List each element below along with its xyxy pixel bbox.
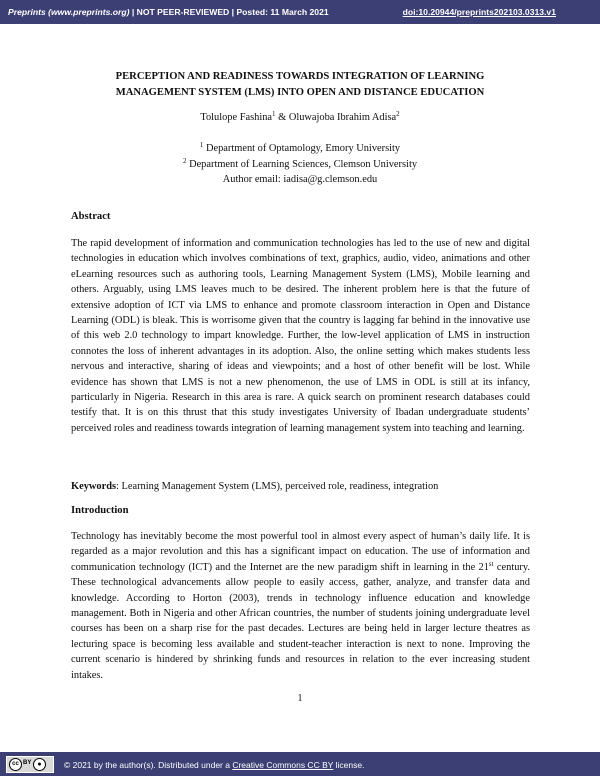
author-line bbox=[0, 112, 600, 123]
author-email: Author email: iadisa@g.clemson.edu bbox=[222, 174, 378, 185]
license-prefix: © 2021 by the author(s). Distributed under a bbox=[64, 760, 233, 770]
separator: | bbox=[129, 7, 137, 17]
paper-title bbox=[60, 69, 540, 101]
cc-by-badge-icon[interactable] bbox=[6, 756, 54, 773]
affil-1-mark: 1 bbox=[199, 141, 204, 149]
author-2-affil-mark: 2 bbox=[396, 110, 400, 118]
ordinal-suffix: st bbox=[488, 559, 494, 568]
introduction-heading: Introduction bbox=[71, 505, 129, 516]
author-1-affil-mark: 1 bbox=[272, 110, 276, 118]
license-text bbox=[64, 760, 364, 770]
license-link[interactable]: Creative Commons CC BY bbox=[232, 760, 334, 770]
page-number: 1 bbox=[297, 693, 303, 704]
introduction-text bbox=[71, 529, 530, 683]
intro-text-part-2: century. These technological advancements allow people to easily access, gather, analyze, and transfer data and knowledge. According to Horton (2003), trends in technology influence education and knowledge management. Both in Nigeria and other African countries, the number of students joining undergraduate level courses has been on a sharp rise for the past decades. Lectures are being held in larger lecture theatres as lecturing space is becoming less available and student-teacher interaction is next to none. Improving the current scenario is hindered by shrinking funds and resources in relation to the ever increasing student intakes. bbox=[71, 561, 530, 681]
abstract-text: The rapid development of information and communication technologies has led to the use of new and digital technologies in education which involves combinations of text, graphics, audio, video, animations and other eLearning resources such as authoring tools, Learning Management System (LMS), Mobile learning and others. Arguably, using LMS leaves much to be desired. The inherent problem here is that the future of extensive adoption of ICT via LMS to enhance and promote classroom interaction in Open and Distance Learning (ODL) is bleak. This is worrisome given that the country is lagging far behind in the innovative use of this web 2.0 technology to impart knowledge. Further, the low-level application of LMS in instruction connotes the loss of inherent advantages in its adoption. Also, the online setting which makes students less nervous and interactive, sharing of ideas and viewpoints; and a host of other benefit will be lost. While evidence has shown that LMS is not a new phenomenon, the use of LMS in ODL is still at its infancy, particularly in Nigeria. Research in this area is rare. A quick search on prominent research databases could testify that. It is on this thrust that this study investigates University of Ibadan undergraduate students’ perceived roles and readiness towards integration of learning management system into teaching and learning. bbox=[71, 238, 530, 434]
preprints-link[interactable]: Preprints (www.preprints.org) bbox=[8, 7, 130, 17]
doi-link[interactable]: doi:10.20944/preprints202103.0313.v1 bbox=[402, 7, 556, 17]
posted-date: Posted: 11 March 2021 bbox=[236, 7, 329, 17]
preprint-status bbox=[8, 7, 329, 17]
author-2: & Oluwajoba Ibrahim Adisa bbox=[275, 112, 397, 123]
by-label: BY bbox=[23, 760, 32, 766]
title-line-2: MANAGEMENT SYSTEM (LMS) INTO OPEN AND DISTANCE EDUCATION bbox=[115, 87, 485, 98]
title-line-1: PERCEPTION AND READINESS TOWARDS INTEGRATION OF LEARNING bbox=[115, 71, 485, 82]
affil-2-mark: 2 bbox=[182, 156, 187, 165]
keywords-text: : Learning Management System (LMS), perceived role, readiness, integration bbox=[116, 481, 439, 492]
keywords bbox=[71, 481, 438, 492]
author-1: Tolulope Fashina bbox=[200, 112, 273, 123]
affiliation-1 bbox=[0, 141, 600, 157]
preprint-header-bar bbox=[0, 0, 600, 24]
affiliations bbox=[0, 141, 600, 188]
review-status: NOT PEER-REVIEWED bbox=[136, 7, 230, 17]
attribution-person-icon: ● bbox=[33, 758, 46, 771]
separator: | bbox=[229, 7, 237, 17]
license-footer bbox=[0, 752, 600, 776]
keywords-label: Keywords bbox=[71, 481, 117, 492]
affil-2-text: Department of Learning Sciences, Clemson University bbox=[186, 158, 418, 170]
abstract-heading: Abstract bbox=[71, 211, 111, 222]
cc-icon: cc bbox=[9, 758, 22, 771]
affil-1-text: Department of Optamology, Emory University bbox=[203, 143, 401, 154]
affiliation-2 bbox=[0, 157, 600, 173]
intro-text-part-1: Technology has inevitably become the most powerful tool in almost every aspect of human’s daily life. It is regarded as a major revolution and this has a significant impact on education. The use of information and communication technology (ICT) and the Internet are the new paradigm shift in learning in the 21 bbox=[71, 531, 530, 573]
license-suffix: license. bbox=[333, 760, 365, 770]
